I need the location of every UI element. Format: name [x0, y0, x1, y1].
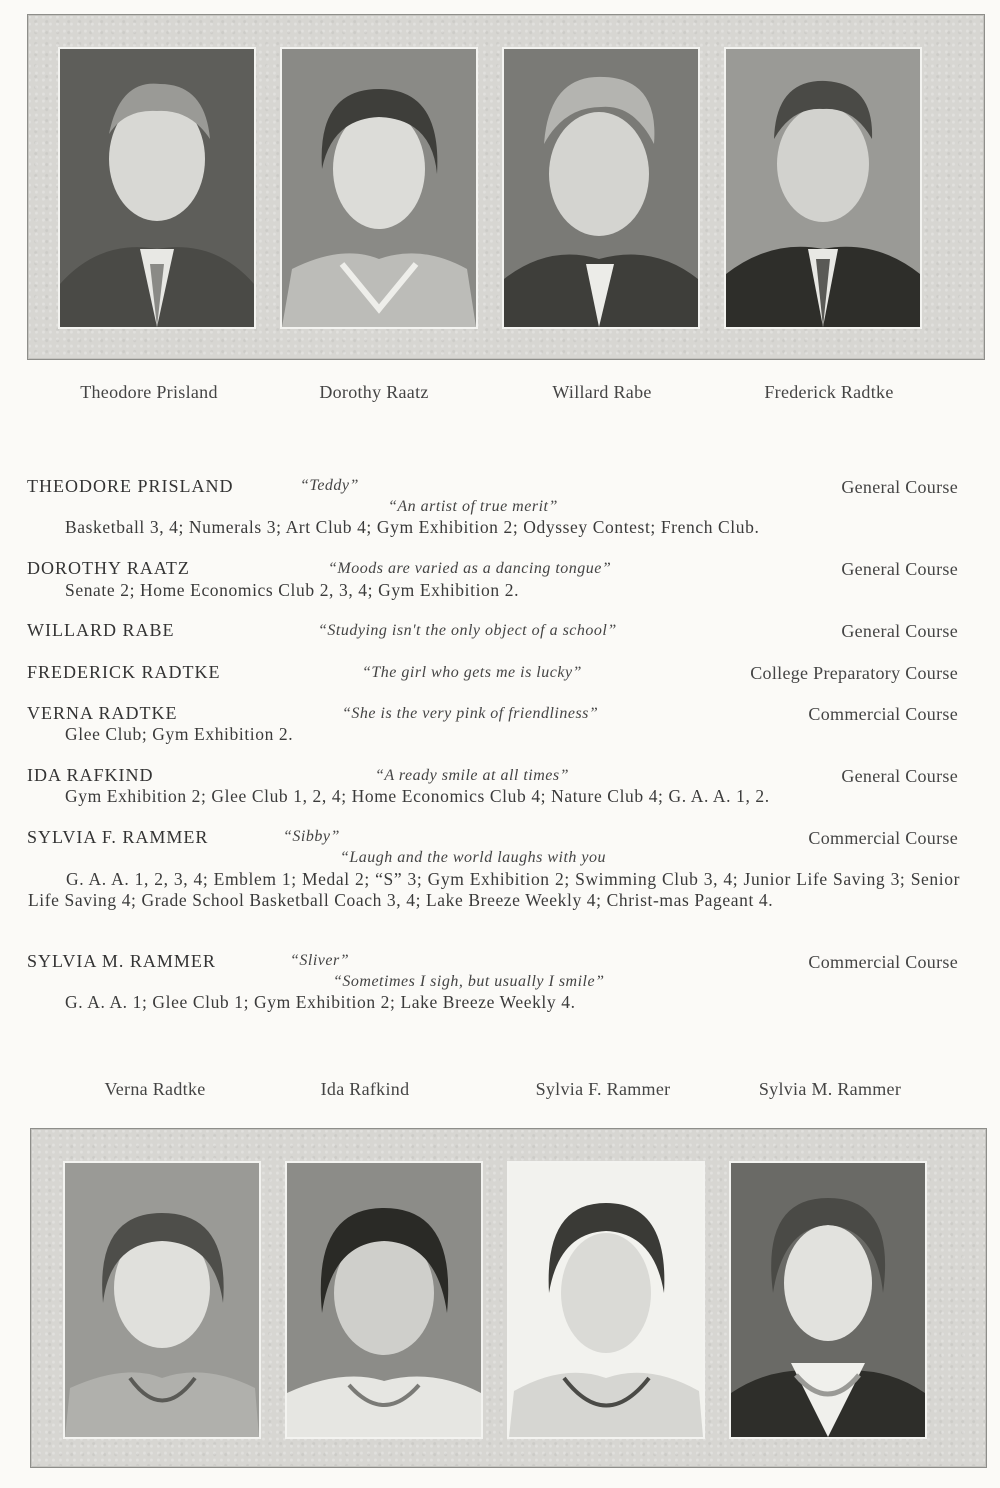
- entry-name: DOROTHY RAATZ: [27, 558, 190, 578]
- portrait-image: [726, 49, 920, 327]
- top-photo-panel: [27, 14, 985, 360]
- entry-activities: Senate 2; Home Economics Club 2, 3, 4; Gym Exhibition 2.: [65, 580, 520, 600]
- entry-course: Commercial Course: [808, 704, 958, 724]
- entry-name: SYLVIA F. RAMMER: [27, 827, 209, 847]
- entry-activities: G. A. A. 1; Glee Club 1; Gym Exhibition 2; Lake Breeze Weekly 4.: [65, 992, 576, 1012]
- entry-quote: “An artist of true merit”: [388, 498, 558, 515]
- entry-activities: Glee Club; Gym Exhibition 2.: [65, 724, 294, 744]
- entry-course: Commercial Course: [808, 828, 958, 848]
- entry-quote: “Moods are varied as a dancing tongue”: [328, 560, 612, 577]
- entry-name: SYLVIA M. RAMMER: [27, 951, 216, 971]
- entry-quote: “She is the very pink of friendliness”: [342, 705, 599, 722]
- caption-verna-radtke: Verna Radtke: [104, 1079, 206, 1099]
- entry-name: WILLARD RABE: [27, 620, 175, 640]
- portrait-image: [731, 1163, 925, 1437]
- caption-ida-rafkind: Ida Rafkind: [320, 1079, 410, 1099]
- caption-frederick-radtke: Frederick Radtke: [764, 382, 894, 402]
- entry-course: College Preparatory Course: [750, 663, 958, 683]
- entry-course: General Course: [841, 766, 958, 786]
- portrait-sylvia-m-rammer: [729, 1161, 927, 1439]
- caption-sylvia-f-rammer: Sylvia F. Rammer: [535, 1079, 671, 1099]
- portrait-frederick-radtke: [724, 47, 922, 329]
- entry-nickname: “Sliver”: [290, 952, 350, 969]
- entry-name: THEODORE PRISLAND: [27, 476, 234, 496]
- entry-course: General Course: [841, 621, 958, 641]
- portrait-image: [65, 1163, 259, 1437]
- portrait-ida-rafkind: [285, 1161, 483, 1439]
- entry-name: VERNA RADTKE: [27, 703, 178, 723]
- entry-quote: “Studying isn't the only object of a school”: [318, 622, 617, 639]
- entry-quote: “A ready smile at all times”: [375, 767, 569, 784]
- entry-quote: “The girl who gets me is lucky”: [362, 664, 582, 681]
- entry-course: Commercial Course: [808, 952, 958, 972]
- entry-name: FREDERICK RADTKE: [27, 662, 221, 682]
- caption-dorothy-raatz: Dorothy Raatz: [319, 382, 429, 402]
- portrait-sylvia-f-rammer: [507, 1161, 705, 1439]
- portrait-image: [287, 1163, 481, 1437]
- portrait-image: [282, 49, 476, 327]
- entry-course: General Course: [841, 477, 958, 497]
- portrait-image: [509, 1163, 703, 1437]
- portrait-verna-radtke: [63, 1161, 261, 1439]
- entry-course: General Course: [841, 559, 958, 579]
- bottom-photo-panel: [30, 1128, 987, 1468]
- entry-name: IDA RAFKIND: [27, 765, 154, 785]
- entry-nickname: “Teddy”: [300, 477, 359, 494]
- entry-nickname: “Sibby”: [283, 828, 340, 845]
- entry-quote: “Sometimes I sigh, but usually I smile”: [333, 973, 605, 990]
- portrait-image: [60, 49, 254, 327]
- portrait-willard-rabe: [502, 47, 700, 329]
- entry-activities: Gym Exhibition 2; Glee Club 1, 2, 4; Home Economics Club 4; Nature Club 4; G. A. A. 1, 2.: [65, 786, 770, 806]
- caption-theodore-prisland: Theodore Prisland: [80, 382, 218, 402]
- caption-willard-rabe: Willard Rabe: [552, 382, 652, 402]
- entry-activities: Basketball 3, 4; Numerals 3; Art Club 4; Gym Exhibition 2; Odyssey Contest; French Club.: [65, 517, 760, 537]
- caption-sylvia-m-rammer: Sylvia M. Rammer: [758, 1079, 902, 1099]
- portrait-dorothy-raatz: [280, 47, 478, 329]
- portrait-image: [504, 49, 698, 327]
- entry-quote: “Laugh and the world laughs with you: [340, 849, 607, 866]
- entry-activities: G. A. A. 1, 2, 3, 4; Emblem 1; Medal 2; “S” 3; Gym Exhibition 2; Swimming Club 3, 4; Junior Life Saving 3; Senior Life Saving 4; Grade School Basketball Coach 3, 4; Lake Breeze Weekly 4; Christ-mas Pageant 4.: [28, 869, 960, 910]
- portrait-theodore-prisland: [58, 47, 256, 329]
